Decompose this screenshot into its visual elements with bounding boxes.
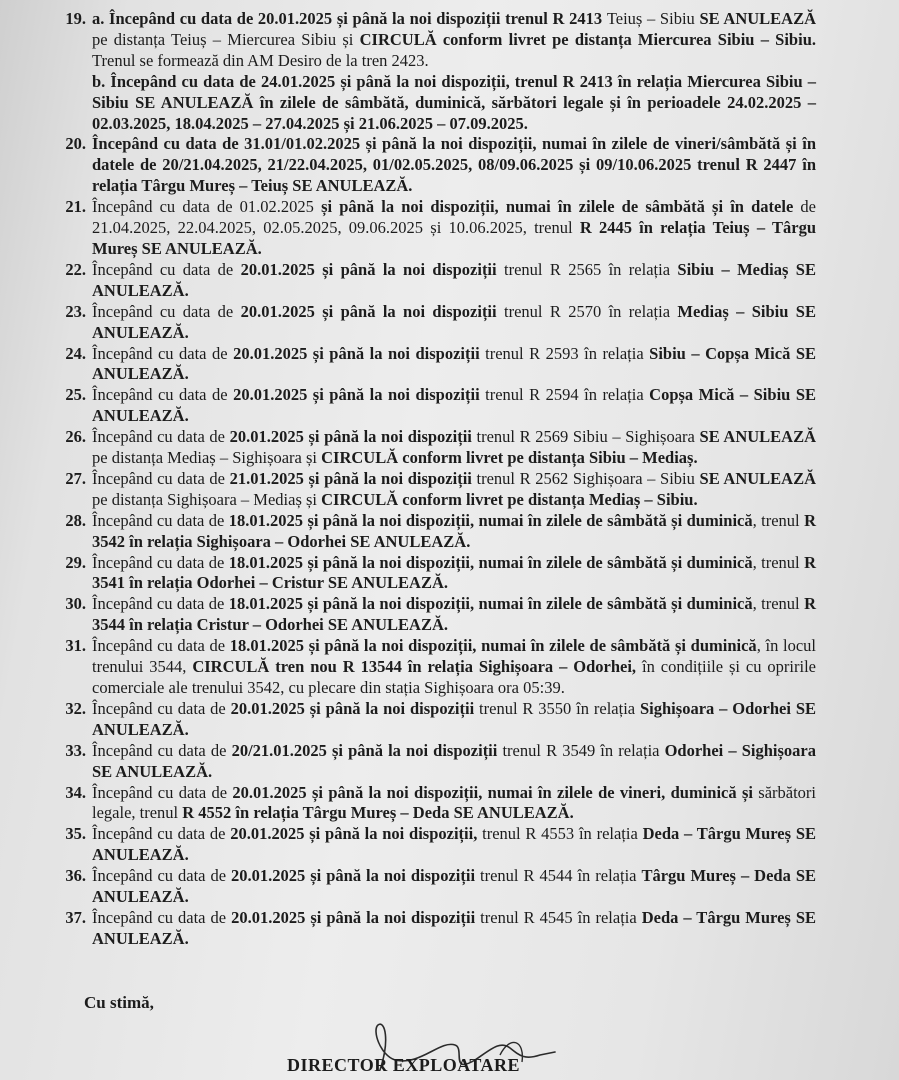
item-text bbox=[92, 866, 816, 908]
text-segment: Teiuș – Sibiu bbox=[606, 9, 695, 28]
item-text bbox=[92, 344, 816, 386]
disposition-item bbox=[64, 553, 816, 595]
text-segment: trenul R 2569 Sibiu – Sighișoara bbox=[471, 427, 700, 447]
item-text bbox=[92, 741, 816, 783]
text-segment: trenul R 4553 în relația bbox=[477, 824, 643, 844]
text-segment: Sibiu – Copșa Mică SE ANULEAZĂ. bbox=[92, 343, 816, 384]
disposition-item bbox=[64, 260, 816, 302]
item-text bbox=[92, 594, 816, 636]
text-segment: Începând cu data de bbox=[92, 866, 232, 886]
text-segment: , trenul bbox=[752, 552, 805, 572]
text-segment: trenul R 2593 în relația bbox=[479, 343, 650, 363]
disposition-item bbox=[64, 385, 816, 427]
item-number: 26. bbox=[65, 427, 86, 447]
text-segment: Începând cu data de bbox=[92, 740, 232, 760]
closing-salutation: Cu stimă, bbox=[84, 993, 154, 1012]
text-segment: CIRCULĂ conform livret pe distanța Miercurea Sibiu – Sibiu. bbox=[359, 29, 816, 49]
item-text bbox=[92, 197, 816, 260]
text-segment: Copșa Mică – Sibiu SE ANULEAZĂ. bbox=[92, 385, 816, 426]
text-segment: 21.01.2025 și până la noi dispoziții bbox=[229, 468, 472, 488]
disposition-item bbox=[64, 741, 816, 783]
text-segment: sărbători legale, trenul bbox=[92, 782, 817, 823]
text-segment: SE ANULEAZĂ bbox=[699, 427, 817, 447]
item-text bbox=[92, 783, 816, 825]
text-segment: trenul R 4545 în relația bbox=[475, 907, 642, 927]
text-segment: 20.01.2025 și până la noi dispoziții, numai în zilele de vineri, duminică și bbox=[232, 782, 753, 802]
text-segment: R 3541 în relația Odorhei – Cristur SE ANULEAZĂ. bbox=[92, 552, 816, 593]
dispositions-list bbox=[64, 9, 816, 950]
text-segment: Începând cu data de bbox=[92, 698, 231, 718]
text-segment: Începând cu data de bbox=[92, 468, 230, 488]
text-segment: R 2445 în relația Teiuș – Târgu Mureș SE ANULEAZĂ. bbox=[92, 218, 816, 258]
text-segment: trenul R 3549 în relația bbox=[497, 740, 665, 760]
text-segment: , în locul trenului 3544, bbox=[92, 636, 816, 677]
item-number: 28. bbox=[65, 510, 86, 530]
text-segment: 20.01.2025 și până la noi dispoziții bbox=[230, 698, 475, 718]
text-segment: Începând cu data de bbox=[92, 301, 241, 321]
text-segment: 20.01.2025 și până la noi dispoziții bbox=[233, 343, 480, 363]
text-segment: a. Începând cu data de 20.01.2025 și până la noi dispoziții trenul R 2413 bbox=[92, 9, 607, 28]
text-segment: CIRCULĂ tren nou R 13544 în relația Sighișoara – Odorhei, bbox=[192, 657, 637, 677]
disposition-item bbox=[64, 908, 816, 950]
item-text bbox=[92, 302, 816, 344]
item-number: 32. bbox=[65, 698, 86, 718]
item-text bbox=[92, 469, 816, 511]
item-number: 24. bbox=[65, 343, 86, 363]
text-segment: R 3544 în relația Cristur – Odorhei SE ANULEAZĂ. bbox=[92, 594, 816, 635]
text-segment: Deda – Târgu Mureș SE ANULEAZĂ. bbox=[92, 907, 817, 948]
disposition-item bbox=[64, 134, 816, 197]
item-number: 21. bbox=[65, 197, 86, 217]
item-number: 33. bbox=[65, 740, 86, 760]
text-segment: pe distanța Teiuș – Miercurea Sibiu și bbox=[92, 29, 360, 49]
text-segment: Deda – Târgu Mureș SE ANULEAZĂ. bbox=[92, 824, 817, 865]
item-number: 31. bbox=[65, 636, 86, 656]
text-segment: Târgu Mureș – Deda SE ANULEAZĂ. bbox=[92, 866, 817, 907]
text-segment: Începând cu data de bbox=[92, 594, 229, 614]
item-number: 30. bbox=[65, 594, 86, 614]
text-segment: trenul R 2562 Sighișoara – Sibiu bbox=[471, 468, 700, 488]
text-segment: în condițiile și cu opririle comerciale ale trenului 3542, cu plecare din stația Sighișoara ora 05:39. bbox=[92, 657, 817, 697]
text-segment: R 4552 în relația Târgu Mureș – Deda SE ANULEAZĂ. bbox=[182, 803, 574, 823]
item-text bbox=[92, 511, 816, 553]
item-text bbox=[92, 553, 816, 595]
text-segment: , trenul bbox=[752, 510, 805, 530]
item-text bbox=[92, 427, 816, 469]
item-number: 22. bbox=[65, 259, 86, 279]
text-segment: Începând cu data de bbox=[92, 385, 234, 405]
item-text bbox=[92, 9, 816, 72]
text-segment: 20.01.2025 și până la noi dispoziții bbox=[231, 866, 476, 886]
item-text bbox=[92, 260, 816, 302]
text-segment: CIRCULĂ conform livret pe distanța Mediaș – Sibiu. bbox=[321, 489, 698, 509]
text-segment: b. Începând cu data de 24.01.2025 și până la noi dispoziții, trenul R 2413 în relația Miercurea Sibiu – Sibiu SE ANULEAZĂ în zilele de sâmbătă, duminică, sărbători legale și în perioadele 24.02.2025 – 02.03.2025, 18.04.2025 – 27.04.2025 și 21.06.2025 – 07.09.2025. bbox=[92, 71, 816, 133]
disposition-item bbox=[64, 197, 816, 260]
disposition-item bbox=[64, 783, 816, 825]
disposition-item bbox=[64, 866, 816, 908]
text-segment: CIRCULĂ conform livret pe distanța Sibiu – Mediaș. bbox=[321, 448, 698, 468]
disposition-item bbox=[64, 511, 816, 553]
text-segment: 20.01.2025 și până la noi dispoziții bbox=[233, 385, 480, 405]
text-segment: 18.01.2025 și până la noi dispoziții, numai în zilele de sâmbătă și duminică bbox=[228, 594, 753, 614]
text-segment: Începând cu data de bbox=[92, 343, 234, 363]
item-number: 27. bbox=[65, 468, 86, 488]
disposition-item bbox=[64, 594, 816, 636]
text-segment: 18.01.2025 și până la noi dispoziții, numai în zilele de sâmbătă și duminică bbox=[229, 636, 757, 656]
text-segment: , trenul bbox=[752, 594, 805, 614]
item-number: 23. bbox=[65, 301, 86, 321]
disposition-item bbox=[64, 9, 816, 72]
item-number: 36. bbox=[65, 866, 86, 886]
text-segment: 18.01.2025 și până la noi dispoziții, numai în zilele de sâmbătă și duminică bbox=[228, 510, 753, 530]
disposition-item bbox=[64, 636, 816, 699]
text-segment: SE ANULEAZĂ bbox=[694, 9, 816, 28]
text-segment: de 21.04.2025, 22.04.2025, 02.05.2025, 09.06.2025 și 10.06.2025, trenul bbox=[92, 197, 817, 238]
text-segment: 20.01.2025 și până la noi dispoziții bbox=[229, 427, 472, 447]
text-segment: Sighișoara – Odorhei SE ANULEAZĂ. bbox=[92, 698, 817, 739]
text-segment: pe distanța Sighișoara – Mediaș și bbox=[92, 489, 322, 509]
text-segment: trenul R 3550 în relația bbox=[474, 698, 640, 718]
item-number: 19. bbox=[65, 9, 86, 28]
text-segment: Începând cu data de bbox=[92, 636, 230, 656]
disposition-item bbox=[64, 302, 816, 344]
disposition-item bbox=[64, 824, 816, 866]
text-segment: pe distanța Mediaș – Sighișoara și bbox=[92, 448, 322, 468]
item-text bbox=[92, 824, 816, 866]
item-text bbox=[92, 699, 816, 741]
text-segment: 18.01.2025 și până la noi dispoziții, numai în zilele de sâmbătă și duminică bbox=[228, 552, 753, 572]
text-segment: Începând cu data de bbox=[92, 427, 230, 447]
text-segment: și până la noi dispoziții, numai în zilele de sâmbătă și în datele bbox=[321, 197, 794, 217]
text-segment: 20.01.2025 și până la noi dispoziții bbox=[240, 301, 497, 321]
signature-title: DIRECTOR EXPLOATARE bbox=[287, 1055, 521, 1075]
text-segment: 20.01.2025 și până la noi dispoziții bbox=[231, 907, 476, 927]
text-segment: Începând cu data de 01.02.2025 bbox=[92, 197, 322, 217]
item-text bbox=[92, 636, 816, 699]
text-segment: 20.01.2025 și până la noi dispoziții, bbox=[230, 824, 478, 844]
text-segment: Începând cu data de bbox=[92, 259, 241, 279]
text-segment: Sibiu – Mediaș SE ANULEAZĂ. bbox=[92, 259, 816, 300]
text-segment: R 3542 în relația Sighișoara – Odorhei SE ANULEAZĂ. bbox=[92, 510, 816, 551]
item-text bbox=[92, 72, 816, 135]
text-segment: trenul R 2570 în relația bbox=[496, 301, 678, 321]
text-segment: Trenul se formează din AM Desiro de la tren 2423. bbox=[92, 50, 429, 70]
item-text bbox=[92, 385, 816, 427]
text-segment: Începând cu data de 31.01/01.02.2025 și până la noi dispoziții, numai în zilele de vineri/sâmbătă și în datele de 20/21.04.2025, 21/22.04.2025, 01/02.05.2025, 08/09.06.2025 și 09/10.06.2025 trenul R 2447 în relația Târgu Mureș – Teiuș SE ANULEAZĂ. bbox=[92, 134, 816, 196]
text-segment: Odorhei – Sighișoara SE ANULEAZĂ. bbox=[92, 740, 817, 781]
disposition-item bbox=[64, 699, 816, 741]
item-text bbox=[92, 908, 816, 950]
disposition-item bbox=[64, 344, 816, 386]
text-segment: Începând cu data de bbox=[92, 907, 232, 927]
text-segment: SE ANULEAZĂ bbox=[699, 468, 817, 488]
text-segment: Începând cu data de bbox=[92, 552, 229, 572]
item-number: 34. bbox=[65, 782, 86, 802]
text-segment: trenul R 2565 în relația bbox=[496, 259, 678, 279]
text-segment: Începând cu data de bbox=[92, 782, 233, 802]
text-segment: Începând cu data de bbox=[92, 824, 231, 844]
item-number: 35. bbox=[65, 824, 86, 844]
item-number: 20. bbox=[65, 134, 86, 154]
item-number: 37. bbox=[65, 907, 86, 927]
disposition-item bbox=[64, 72, 816, 135]
text-segment: Mediaș – Sibiu SE ANULEAZĂ. bbox=[92, 301, 816, 342]
item-text bbox=[92, 134, 816, 197]
text-segment: 20/21.01.2025 și până la noi dispoziții bbox=[231, 740, 498, 760]
item-number: 25. bbox=[65, 385, 86, 405]
text-segment: trenul R 2594 în relația bbox=[479, 385, 650, 405]
item-number: 29. bbox=[65, 552, 86, 572]
disposition-item bbox=[64, 469, 816, 511]
text-segment: 20.01.2025 și până la noi dispoziții bbox=[240, 259, 497, 279]
text-segment: trenul R 4544 în relația bbox=[475, 866, 642, 886]
text-segment: Începând cu data de bbox=[92, 510, 229, 530]
disposition-item bbox=[64, 427, 816, 469]
